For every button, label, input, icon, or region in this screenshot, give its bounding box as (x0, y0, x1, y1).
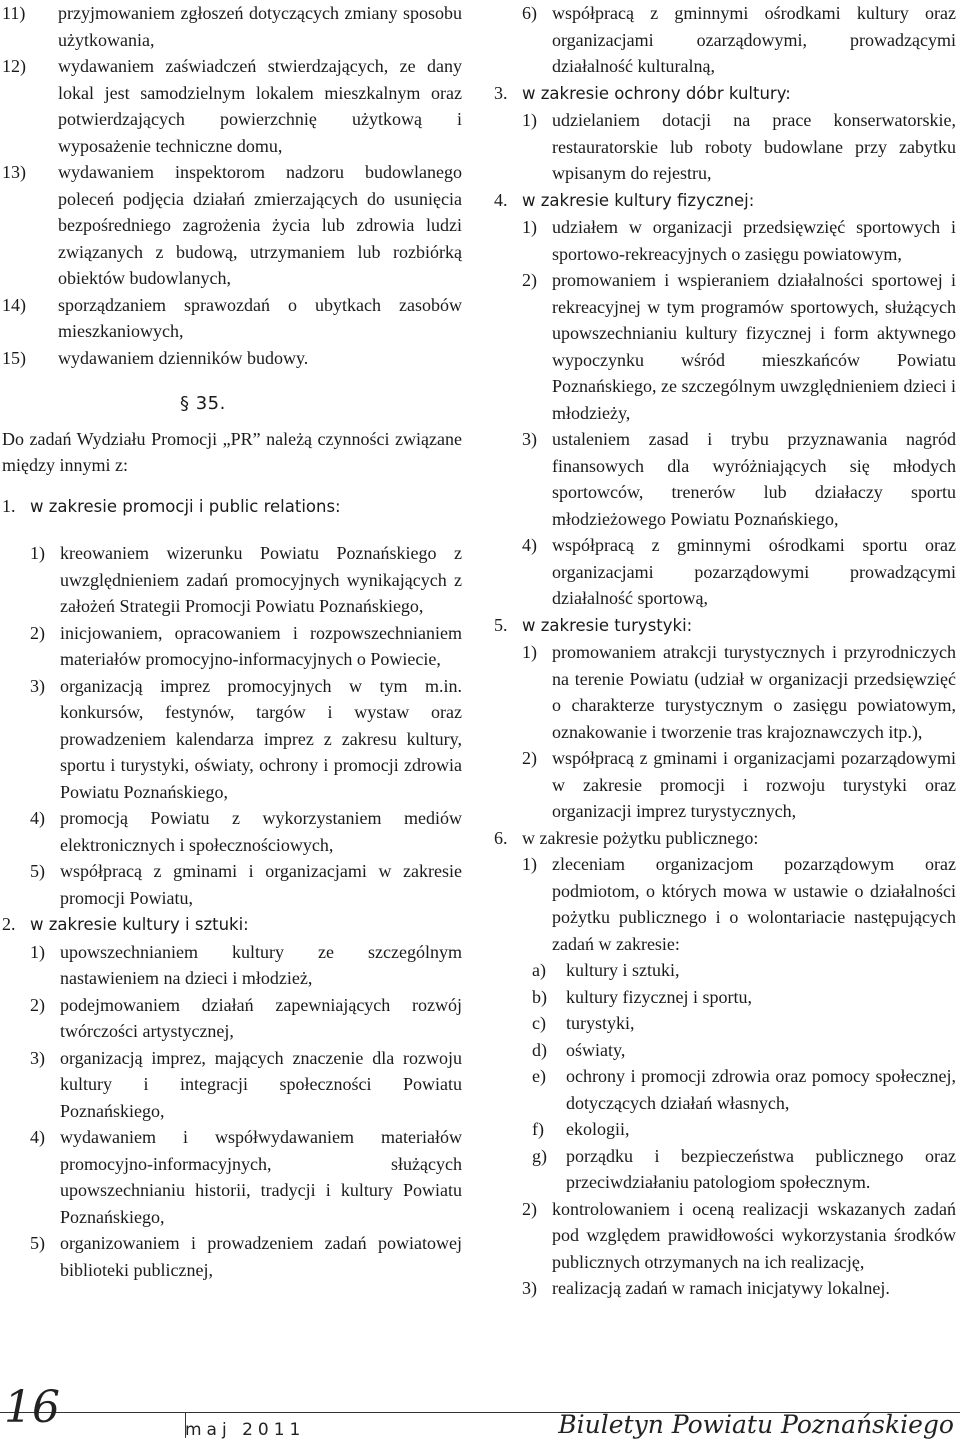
item-number: 3) (30, 1047, 45, 1068)
letter-item (494, 1010, 956, 1037)
list-item (2, 292, 462, 345)
item-text: promocją Powiatu z wykorzystaniem mediów elektronicznych i społecznościowych, (60, 808, 462, 855)
item-number: 3) (522, 1278, 537, 1298)
item-text: turystyki, (566, 1013, 635, 1033)
list-item (2, 939, 462, 992)
issue-date: maj 2011 (185, 1420, 306, 1440)
item-text: współpracą z gminami i organizacjami pozarządowymi w zakresie promocji i rozwoju turystyki oraz organizacji imprez turystycznych, (552, 748, 956, 821)
item-text: organizacją imprez promocyjnych w tym m.in. konkursów, festynów, targów i wystaw oraz prowadzeniem kalendarza imprez z zakresu kultury, sportu i turystyki, oświaty, ochrony i promocji zdrowia Powiatu Poznańskiego, (60, 675, 462, 802)
item-text: upowszechnianiem kultury ze szczególnym nastawieniem na dzieci i młodzież, (60, 941, 462, 988)
section-title: w zakresie promocji i public relations: (30, 496, 341, 516)
item-text: inicjowaniem, opracowaniem i rozpowszechnianiem materiałów promocyjno-informacyjnych o Powiecie, (60, 622, 462, 669)
section-title: w zakresie ochrony dóbr kultury: (522, 83, 791, 103)
list-item (494, 639, 956, 745)
list-item (494, 426, 956, 532)
list-item (2, 805, 462, 858)
list-item (2, 992, 462, 1045)
item-text: kultury i sztuki, (566, 960, 680, 980)
list-item (494, 0, 956, 80)
item-text: sporządzaniem sprawozdań o ubytkach zasobów mieszkaniowych, (58, 294, 462, 341)
item-number: 4) (30, 1127, 45, 1147)
item-number: 5) (30, 1233, 45, 1253)
item-number: 1) (30, 941, 45, 962)
item-number: 11) (2, 3, 26, 23)
section-1 (2, 493, 462, 521)
item-text: wydawaniem zaświadczeń stwierdzających, ze dany lokal jest samodzielnym lokalem mieszkalnym oraz potwierdzających powierzchnię użytkową i wyposażenie techniczne domu, (58, 56, 462, 156)
section-2 (2, 911, 462, 939)
item-text: ochrony i promocji zdrowia oraz pomocy społecznej, dotyczących działań własnych, (566, 1066, 956, 1113)
item-number: 1) (30, 543, 45, 563)
letter-item (494, 984, 956, 1011)
list-item (494, 214, 956, 267)
item-number: 1) (522, 110, 537, 130)
section-number: 6. (494, 827, 508, 848)
list-item (494, 851, 956, 957)
list-item (2, 0, 462, 53)
item-number: 1) (522, 642, 537, 662)
item-number: 5) (30, 861, 45, 881)
list-item (2, 1230, 462, 1283)
section-title: w zakresie kultury i sztuki: (30, 915, 249, 934)
item-number: 4) (30, 808, 45, 828)
left-column (2, 0, 462, 1283)
list-item (494, 107, 956, 187)
item-text: kontrolowaniem i oceną realizacji wskazanych zadań pod względem prawidłowości wykorzystania środków publicznych otrzymanych na ich realizację, (552, 1198, 956, 1272)
list-item (494, 1196, 956, 1276)
item-number: 15) (2, 347, 26, 368)
item-text: promowaniem i wspieraniem działalności sportowej i rekreacyjnej w tym programów sportowych, służących upowszechnianiu kultury fizycznej i form aktywnego wypoczynku wśród mieszkańców Powiatu Poznańskiego, ze szczególnym uwzględnieniem dzieci i młodzieży, (552, 270, 956, 423)
page-number: 16 (4, 1382, 60, 1433)
letter-item (494, 1037, 956, 1064)
item-text: oświaty, (566, 1039, 626, 1060)
list-item (2, 1124, 462, 1230)
item-text: udzielaniem dotacji na prace konserwatorskie, restauratorskie lub roboty budowlane przy zabytku wpisanym do rejestru, (552, 110, 956, 183)
item-number: 12) (2, 56, 26, 76)
list-item (2, 345, 462, 372)
item-number: 3) (522, 429, 537, 449)
section-number: 4. (494, 189, 508, 210)
item-text: organizowaniem i prowadzeniem zadań powiatowej biblioteki publicznej, (60, 1233, 462, 1280)
section-3 (494, 80, 956, 108)
item-text: zleceniam organizacjom pozarządowym oraz podmiotom, o których mowa w ustawie o działalności pożytku publicznego i o wolontariacie następujących zadań w zakresie: (552, 854, 956, 954)
item-text: wydawaniem dzienników budowy. (58, 347, 309, 368)
item-letter: c) (532, 1013, 546, 1033)
item-letter: f) (532, 1119, 544, 1139)
item-text: podejmowaniem działań zapewniających rozwój twórczości artystycznej, (60, 994, 462, 1041)
item-text: przyjmowaniem zgłoszeń dotyczących zmiany sposobu użytkowania, (58, 3, 462, 50)
item-text: kultury fizycznej i sportu, (566, 986, 752, 1007)
list-item (494, 267, 956, 426)
section-number: 1. (2, 495, 16, 516)
publication-title: Biuletyn Powiatu Poznańskiego (558, 1410, 954, 1439)
item-text: promowaniem atrakcji turystycznych i przyrodniczych na terenie Powiatu (udział w organizacji przedsięwzięć o charakterze turystycznym o zasięgu powiatowym, oznakowanie i tworzenie tras krajoznawczych itp.), (552, 642, 956, 742)
item-letter: d) (532, 1039, 547, 1060)
item-number: 3) (30, 675, 45, 696)
list-item (494, 1275, 956, 1302)
item-letter: b) (532, 986, 547, 1007)
item-number: 2) (522, 270, 537, 290)
item-text: ustaleniem zasad i trybu przyznawania nagród finansowych dla wyróżniających się młodych sportowców, trenerów lub działaczy sportu młodzieżowego Powiatu Poznańskiego, (552, 429, 956, 529)
item-text: realizacją zadań w ramach inicjatywy lokalnej. (552, 1278, 890, 1298)
item-number: 2) (522, 748, 537, 768)
item-text: organizacją imprez, mających znaczenie dla rozwoju kultury i integracji społeczności Powiatu Poznańskiego, (60, 1047, 462, 1121)
section-title: w zakresie kultury fizycznej: (522, 190, 755, 210)
section-heading: § 35. (180, 393, 226, 414)
letter-item (494, 957, 956, 984)
list-item (2, 159, 462, 292)
list-item (494, 532, 956, 612)
list-item (2, 858, 462, 911)
item-number: 2) (30, 622, 45, 643)
item-number: 14) (2, 294, 26, 315)
item-text: udziałem w organizacji przedsięwzięć sportowych i sportowo-rekreacyjnych o zasięgu powiatowym, (552, 217, 956, 264)
right-column (494, 0, 956, 1302)
item-text: porządku i bezpieczeństwa publicznego oraz przeciwdziałaniu patologiom społecznym. (566, 1145, 956, 1192)
section-intro: Do zadań Wydziału Promocji „PR” należą czynności związane między innymi z: (2, 428, 462, 475)
item-number: 1) (522, 854, 537, 874)
letter-item (494, 1143, 956, 1196)
section-title: w zakresie turystyki: (522, 615, 693, 635)
item-text: współpracą z gminami i organizacjami w zakresie promocji Powiatu, (60, 861, 462, 908)
section-number: 2. (2, 914, 16, 934)
letter-item (494, 1063, 956, 1116)
item-text: ekologii, (566, 1119, 630, 1139)
item-letter: e) (532, 1066, 546, 1086)
item-number: 6) (522, 3, 537, 23)
item-number: 2) (522, 1198, 537, 1219)
section-number: 3. (494, 82, 508, 103)
list-item (2, 540, 462, 620)
item-letter: g) (532, 1145, 547, 1166)
letter-item (494, 1116, 956, 1143)
section-5 (494, 612, 956, 640)
list-item (494, 745, 956, 825)
item-number: 4) (522, 535, 537, 555)
item-text: współpracą z gminnymi ośrodkami sportu oraz organizacjami pozarządowymi prowadzącymi działalność sportową, (552, 535, 956, 608)
section-6 (494, 825, 956, 852)
list-item (2, 53, 462, 159)
list-item (2, 1045, 462, 1125)
item-text: współpracą z gminnymi ośrodkami kultury oraz organizacjami ozarządowymi, prowadzącymi działalność kulturalną, (552, 3, 956, 76)
list-item (2, 673, 462, 806)
item-number: 1) (522, 217, 537, 237)
section-4 (494, 187, 956, 215)
list-item (2, 620, 462, 673)
section-title: w zakresie pożytku publicznego: (522, 827, 759, 848)
item-number: 13) (2, 162, 26, 182)
item-text: wydawaniem inspektorom nadzoru budowlanego poleceń podjęcia działań zmierzających do usunięcia bezpośredniego zagrożenia życia lub zdrowia ludzi związanych z budową, utrzymaniem lub rozbiórką obiektów budowlanych, (58, 162, 462, 288)
item-text: kreowaniem wizerunku Powiatu Poznańskiego z uwzględnieniem zadań promocyjnych wynikających z założeń Strategii Promocji Powiatu Poznańskiego, (60, 543, 462, 616)
section-number: 5. (494, 614, 508, 635)
item-text: wydawaniem i współwydawaniem materiałów promocyjno-informacyjnych, służących upowszechnianiu historii, tradycji i kultury Powiatu Poznańskiego, (60, 1127, 462, 1227)
item-number: 2) (30, 994, 45, 1015)
item-letter: a) (532, 960, 546, 980)
